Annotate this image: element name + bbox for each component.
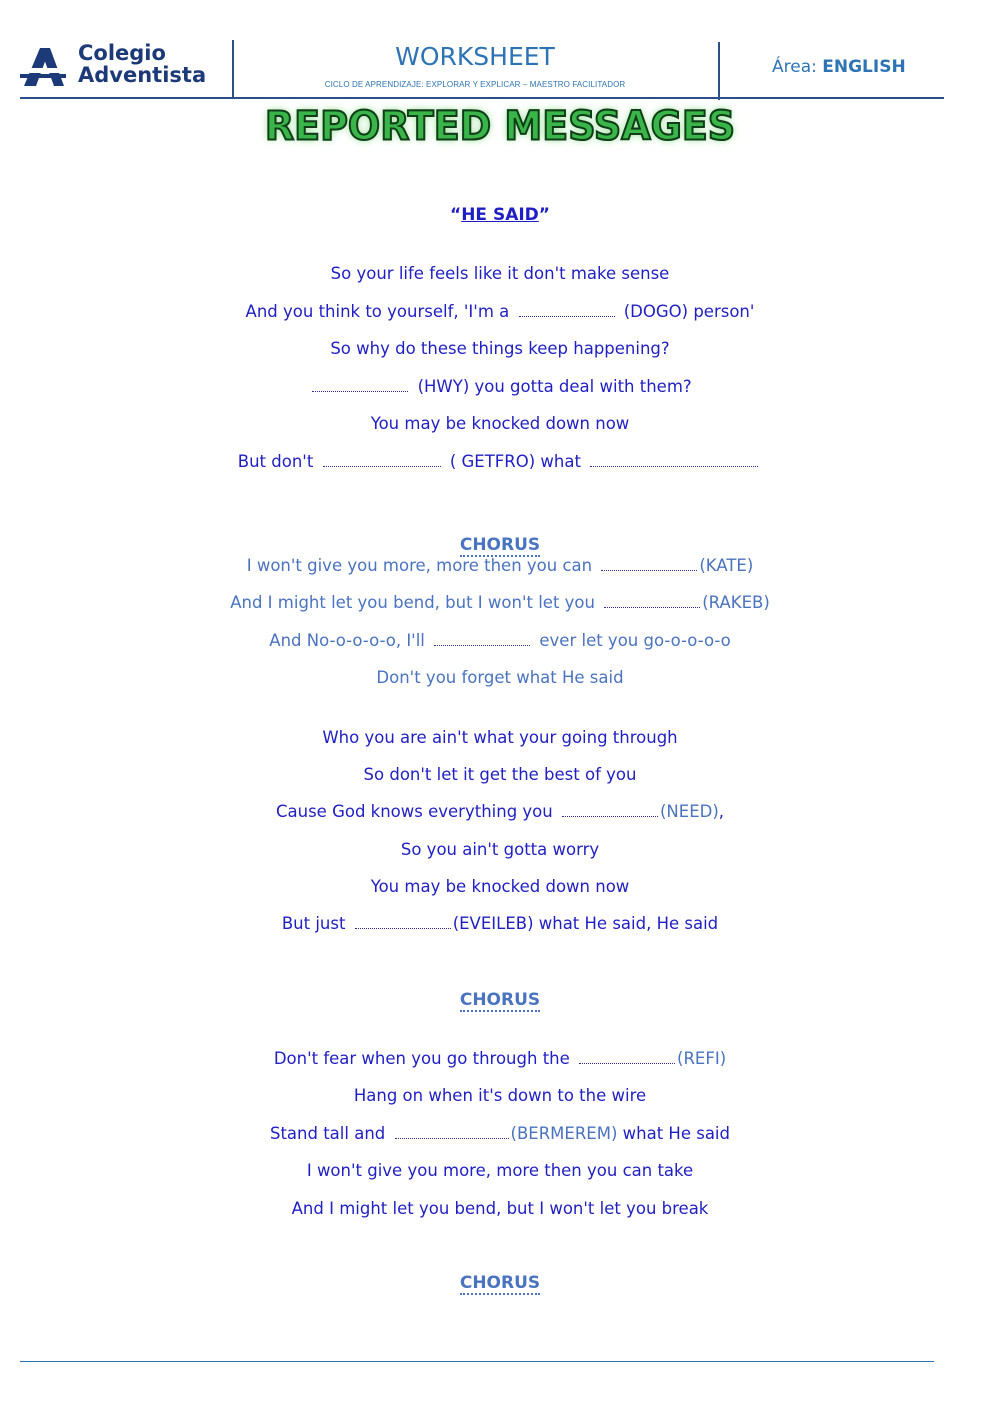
verse1-line-4: (HWY) you gotta deal with them? xyxy=(0,377,1000,396)
verse1-line-6: But don't ( GETFRO) what xyxy=(0,452,1000,471)
page-title: REPORTED MESSAGES xyxy=(264,102,736,150)
blank-need[interactable] xyxy=(562,804,658,817)
subject-area xyxy=(772,57,906,77)
verse2-line-5: You may be knocked down now xyxy=(370,877,630,896)
verse2-line-6: But just (EVEILEB) what He said, He said xyxy=(281,914,719,933)
song-title-text: HE SAID xyxy=(461,205,539,225)
blank-getfro[interactable] xyxy=(323,454,441,467)
worksheet-subtitle: CICLO DE APRENDIZAJE: EXPLORAR Y EXPLICAR – MAESTRO FACILITADOR xyxy=(324,80,626,89)
blank-dogo[interactable] xyxy=(519,304,615,317)
blank-verse1-end[interactable] xyxy=(590,454,758,467)
chorus-line-3: And No-o-o-o-o, I'll ever let you go-o-o-o-o xyxy=(269,631,731,650)
verse2-line-4: So you ain't gotta worry xyxy=(400,840,600,859)
bridge-line-4: I won't give you more, more then you can take xyxy=(306,1161,694,1180)
worksheet-title: WORKSHEET xyxy=(395,42,555,71)
footer-rule xyxy=(20,1361,934,1362)
song-title: “HE SAID” xyxy=(450,205,550,225)
chorus-line-4: Don't you forget what He said xyxy=(376,668,624,687)
logo-line-2: Adventista xyxy=(78,63,207,87)
chorus-line-1: I won't give you more, more then you can (KATE) xyxy=(246,556,754,575)
verse1-line-1: So your life feels like it don't make sense xyxy=(330,264,670,283)
verse1-line-3: So why do these things keep happening? xyxy=(330,339,670,358)
verse1-line-5: You may be knocked down now xyxy=(370,414,630,433)
logo-line-1: Colegio xyxy=(78,41,166,65)
chorus-line-2: And I might let you bend, but I won't let you (RAKEB) xyxy=(230,593,770,612)
bridge-line-1: Don't fear when you go through the (REFI) xyxy=(273,1049,727,1068)
blank-eveileb[interactable] xyxy=(355,916,451,929)
bridge-line-5: And I might let you bend, but I won't let you break xyxy=(291,1199,709,1218)
school-logo xyxy=(20,42,230,92)
blank-rakeb[interactable] xyxy=(604,595,700,608)
verse2-line-3: Cause God knows everything you (NEED), xyxy=(275,802,725,821)
verse1-line-2: And you think to yourself, 'I'm a (DOGO) person' xyxy=(245,302,755,321)
school-logo-icon xyxy=(20,44,68,88)
header-divider-left xyxy=(232,40,234,98)
bridge-line-3: Stand tall and (BERMEREM) what He said xyxy=(269,1124,730,1143)
chorus-heading-2: CHORUS xyxy=(459,990,541,1010)
blank-hwy[interactable] xyxy=(312,379,408,392)
header-rule xyxy=(20,97,944,99)
chorus-heading-1: CHORUS xyxy=(459,535,541,555)
blank-refi[interactable] xyxy=(579,1051,675,1064)
blank-kate[interactable] xyxy=(601,558,697,571)
blank-bermerem[interactable] xyxy=(395,1126,509,1139)
verse2-line-1: Who you are ain't what your going through xyxy=(322,728,678,747)
area-value: ENGLISH xyxy=(822,57,906,77)
verse2-line-2: So don't let it get the best of you xyxy=(363,765,637,784)
header-divider-right xyxy=(718,42,720,100)
bridge-line-2: Hang on when it's down to the wire xyxy=(353,1086,647,1105)
area-label: Área: xyxy=(772,57,817,77)
blank-chorus-ever[interactable] xyxy=(434,633,530,646)
chorus-heading-3: CHORUS xyxy=(459,1273,541,1293)
